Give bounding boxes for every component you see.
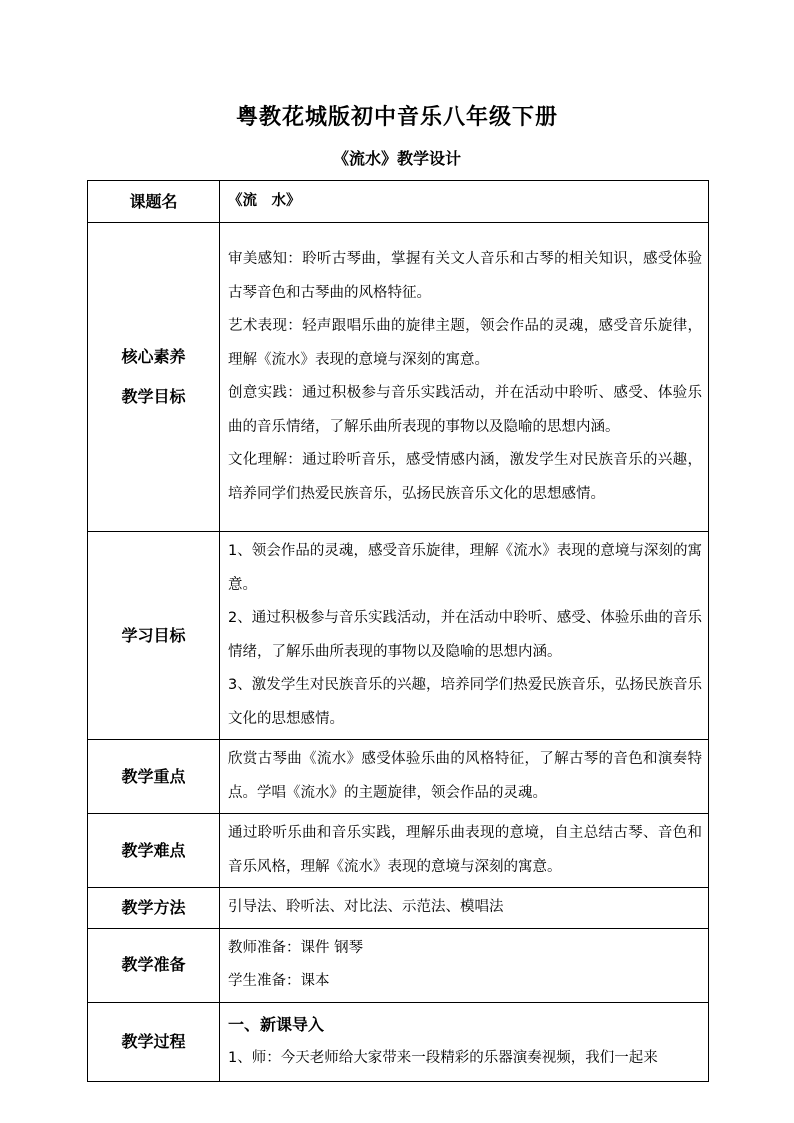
table-row-difficulties — [88, 814, 709, 888]
student-preparation: 学生准备：课本 — [228, 973, 330, 989]
learning-goals-label: 学习目标 — [88, 532, 220, 740]
methods-label: 教学方法 — [88, 888, 220, 929]
key-points-content: 欣赏古琴曲《流水》感受体验乐曲的风格特征，了解古琴的音色和演奏特点。学唱《流水》的主题旋律，领会作品的灵魂。 — [220, 740, 709, 814]
goal-culture: 文化理解：通过聆听音乐，感受情感内涵，激发学生对民族音乐的兴趣，培养同学们热爱民族音乐，弘扬民族音乐文化的思想感情。 — [228, 452, 702, 502]
difficulties-label: 教学难点 — [88, 814, 220, 888]
learning-goal-2: 2、通过积极参与音乐实践活动，并在活动中聆听、感受、体验乐曲的音乐情绪，了解乐曲所表现的事物以及隐喻的思想内涵。 — [228, 610, 702, 660]
table-row-process — [88, 1002, 709, 1081]
table-row-key-points — [88, 740, 709, 814]
key-points-label: 教学重点 — [88, 740, 220, 814]
goal-aesthetic: 审美感知：聆听古琴曲，掌握有关文人音乐和古琴的相关知识，感受体验古琴音色和古琴曲的风格特征。 — [228, 251, 702, 301]
teacher-preparation: 教师准备：课件 钢琴 — [228, 939, 364, 956]
process-content — [220, 1002, 709, 1081]
learning-goal-3: 3、激发学生对民族音乐的兴趣，培养同学们热爱民族音乐，弘扬民族音乐文化的思想感情。 — [228, 677, 702, 727]
methods-content: 引导法、聆听法、对比法、示范法、模唱法 — [220, 888, 709, 929]
topic-label: 课题名 — [88, 181, 220, 223]
core-goals-label-line1: 核心素养 — [121, 347, 186, 366]
goal-practice: 创意实践：通过积极参与音乐实践活动，并在活动中聆听、感受、体验乐曲的音乐情绪，了解乐曲所表现的事物以及隐喻的思想内涵。 — [228, 385, 702, 435]
process-text: 1、师：今天老师给大家带来一段精彩的乐器演奏视频，我们一起来 — [228, 1049, 658, 1066]
difficulties-content: 通过聆听乐曲和音乐实践，理解乐曲表现的意境，自主总结古琴、音色和音乐风格，理解《流水》表现的意境与深刻的寓意。 — [220, 814, 709, 888]
preparation-label: 教学准备 — [88, 928, 220, 1002]
table-row-core-goals — [88, 223, 709, 532]
learning-goals-content — [220, 532, 709, 740]
table-row-methods — [88, 888, 709, 929]
lesson-plan-table — [87, 180, 709, 1082]
core-goals-label-line2: 教学目标 — [121, 387, 186, 406]
table-row-learning-goals — [88, 532, 709, 740]
core-goals-content — [220, 223, 709, 532]
preparation-content — [220, 928, 709, 1002]
process-heading: 一、新课导入 — [228, 1015, 325, 1034]
document-subtitle: 《流水》教学设计 — [332, 149, 461, 168]
topic-value: 《流 水》 — [220, 181, 709, 223]
learning-goal-1: 1、领会作品的灵魂，感受音乐旋律，理解《流水》表现的意境与深刻的寓意。 — [228, 543, 702, 593]
core-goals-label — [88, 223, 220, 532]
goal-expression: 艺术表现：轻声跟唱乐曲的旋律主题，领会作品的灵魂，感受音乐旋律，理解《流水》表现的意境与深刻的寓意。 — [228, 318, 702, 368]
document-title: 粤教花城版初中音乐八年级下册 — [235, 105, 558, 130]
table-row-topic — [88, 181, 709, 223]
table-row-preparation — [88, 928, 709, 1002]
process-label: 教学过程 — [88, 1002, 220, 1081]
